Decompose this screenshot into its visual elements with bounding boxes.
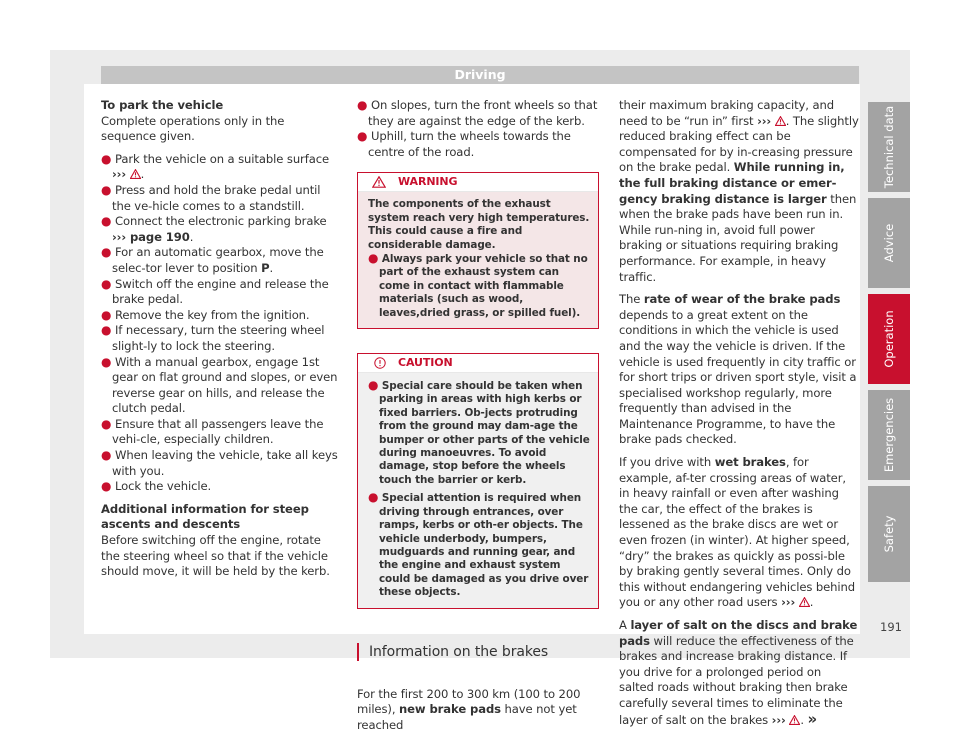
tab-technical-data[interactable]: Technical data [868,102,910,192]
list-item: ● Connect the electronic parking brake ››› page 190. [101,214,327,244]
warning-text: The components of the exhaust system reach very high temperatures. This could cause a fire and considerable damage. [368,198,590,251]
tab-advice[interactable]: Advice [868,198,910,288]
column-2 [357,98,599,733]
list-item: ● Special attention is required when driving through entrances, over ramps, kerbs or oth-er objects. The vehicle underbody, bumpers, mudguards and running gear, and the engine and exhaust system could be damaged as you drive over these objects. [368,490,589,599]
warning-icon [775,116,786,126]
intro-text: Complete operations only in the sequence given. [101,113,285,144]
list-item: ● On slopes, turn the front wheels so that they are against the edge of the kerb. [357,98,598,128]
list-item: ● Lock the vehicle. [101,479,212,494]
warning-icon [789,715,800,725]
list-item: ● When leaving the vehicle, take all keys with you. [101,448,338,478]
column-3 [619,98,859,728]
list-item: ● Ensure that all passengers leave the vehi-cle, especially children. [101,416,324,447]
list-item: ● Remove the key from the ignition. [101,307,310,322]
section-heading: To park the vehicle [101,98,224,112]
section-title: Information on the brakes [357,643,599,661]
warning-box [357,172,599,329]
page-number: 191 [880,620,902,634]
tab-safety[interactable]: Safety [868,486,910,582]
steep-text: Before switching off the engine, rotate the steering wheel so that if the vehicle should move, it will be held by the kerb. [101,533,330,579]
warning-title: WARNING [398,175,458,189]
warning-icon [130,169,141,179]
list-item: ● Always park your vehicle so that no part of the exhaust system can come in contact with flammable materials (such as wood, leaves,dried grass, or spilled fuel). [368,251,588,319]
list-item: ● Uphill, turn the wheels towards the centre of the road. [357,129,571,159]
warning-icon [372,176,386,188]
list-item: ● For an automatic gearbox, move the selec-tor lever to position P. [101,245,324,275]
paragraph: The rate of wear of the brake pads depends to a great extent on the conditions in which the vehicle is used and the way the vehicle is driven. If the vehicle is used frequently in city traffic or for short trips or driven sport style, visit a specialised workshop regularly, more frequently than advised in the Maintenance Programme, to have the brake pads checked. [619,292,857,447]
list-item: ● If necessary, turn the steering wheel slight-ly to lock the steering. [101,323,325,353]
paragraph: their maximum braking capacity, and need to be “run in” first ››› . The slightly reduced braking effect can be compensated for by in-creasing pressure on the brake pedal. While running in, the full braking distance or emer-gency braking distance is larger then when the brake pads have been run in. While run-ning in, avoid full power braking or situations requiring braking performance. For example, in heavy traffic. [619,98,859,284]
page-header: Driving [101,66,859,84]
caution-box [357,353,599,609]
list-item: ● Press and hold the brake pedal until the ve-hicle comes to a standstill. [101,182,321,213]
tab-emergencies[interactable]: Emergencies [868,390,910,480]
list-item: ● With a manual gearbox, engage 1st gear on flat ground and slopes, or even reverse gear on hills, and release the clutch pedal. [101,354,338,416]
paragraph: If you drive with wet brakes, for example, af-ter crossing areas of water, in heavy rainfall or even after washing the car, the effect of the brakes is lessened as the brake discs are wet or even frozen (in winter). At higher speed, “dry” the brakes as quickly as possi-ble by braking gently several times. Only do this without endangering vehicles behind you or any other road users ››› . [619,455,856,610]
list-item: ● Switch off the engine and release the brake pedal. [101,276,329,307]
continue-arrow: » [807,709,818,728]
caution-title: CAUTION [398,356,453,370]
list-item: ● Special care should be taken when parking in areas with high kerbs or fixed barriers. Ob-jects protruding from the ground may dam-age the bumper or other parts of the vehicle during manoeuvres. To avoid damage, stop before the wheels touch the barrier or kerb. [368,378,590,486]
tab-operation[interactable]: Operation [868,294,910,384]
page-link[interactable]: ››› page 190 [112,229,190,244]
subsection-heading: Additional information for steep ascents and descents [101,501,309,532]
info-circle-icon [374,357,386,369]
warning-icon [799,597,810,607]
list-item: ● Park the vehicle on a suitable surface ››› . [101,151,330,182]
brakes-intro: For the first 200 to 300 km (100 to 200 miles), new brake pads have not yet reached [357,686,581,732]
paragraph: A layer of salt on the discs and brake pads will reduce the effectiveness of the brakes and increase braking distance. If you drive for a prolonged period on salted roads without braking then brake carefully several times to eliminate the layer of salt on the brakes ››› . » [619,618,858,728]
column-1 [101,98,341,580]
